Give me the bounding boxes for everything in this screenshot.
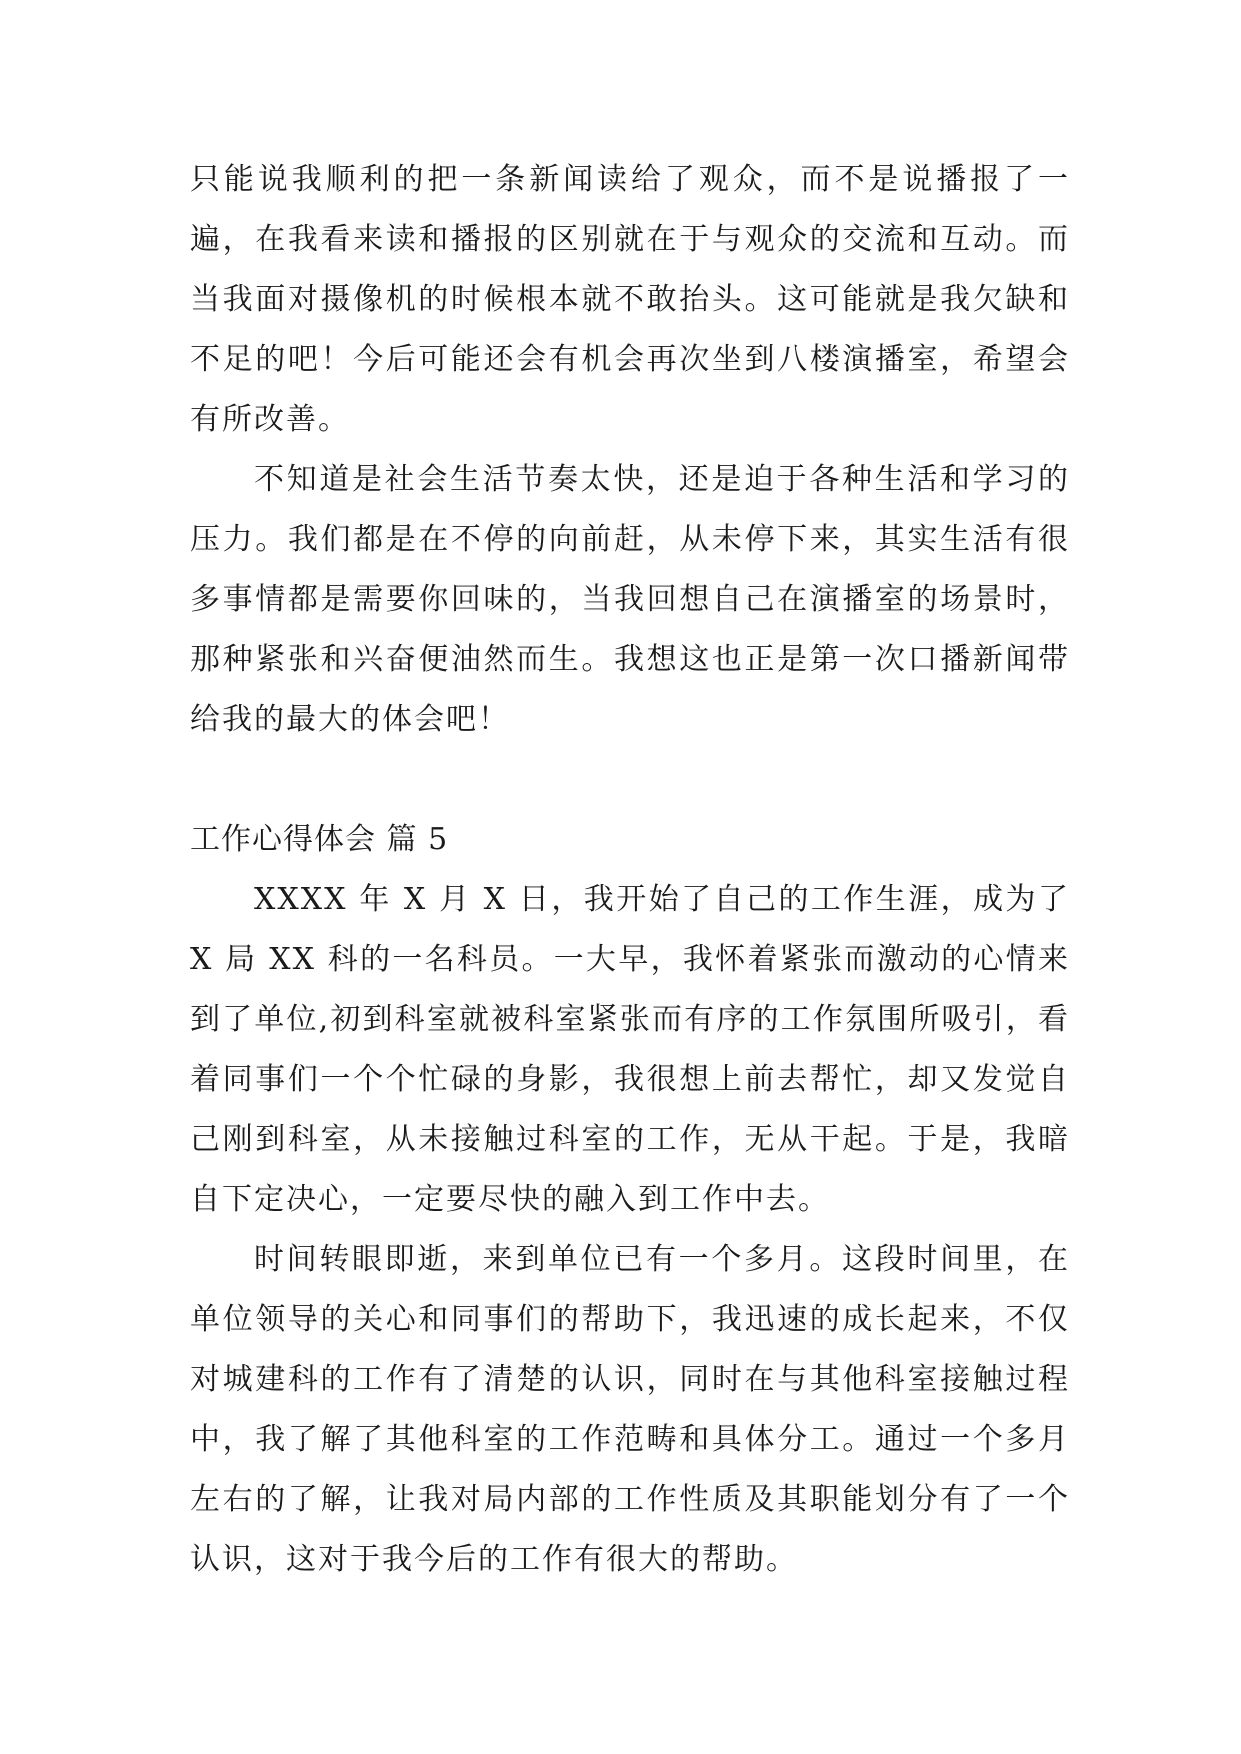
paragraph-continued: 只能说我顺利的把一条新闻读给了观众，而不是说播报了一遍，在我看来读和播报的区别就在于与观众的交流和互动。而当我面对摄像机的时候根本就不敢抬头。这可能就是我欠缺和不足的吧！今后可能还会有机会再次坐到八楼演播室，希望会有所改善。 [190, 162, 1070, 437]
paragraph-pressure-of-life: 不知道是社会生活节奏太快，还是迫于各种生活和学习的压力。我们都是在不停的向前赶，从未停下来，其实生活有很多事情都是需要你回味的，当我回想自己在演播室的场景时，那种紧张和兴奋便油然而生。我想这也正是第一次口播新闻带给我的最大的体会吧！ [190, 462, 1070, 737]
paragraph-one-month-later: 时间转眼即逝，来到单位已有一个多月。这段时间里，在单位领导的关心和同事们的帮助下，我迅速的成长起来，不仅对城建科的工作有了清楚的认识，同时在与其他科室接触过程中，我了解了其他科室的工作范畴和具体分工。通过一个多月左右的了解，让我对局内部的工作性质及其职能划分有了一个认识，这对于我今后的工作有很大的帮助。 [190, 1242, 1070, 1577]
paragraph-career-start: XXXX 年 X 月 X 日，我开始了自己的工作生涯，成为了 X 局 XX 科的一名科员。一大早，我怀着紧张而激动的心情来到了单位,初到科室就被科室紧张而有序的工作氛围所吸引，看着同事们一个个忙碌的身影，我很想上前去帮忙，却又发觉自己刚到科室，从未接触过科室的工作，无从干起。于是，我暗自下定决心，一定要尽快的融入到工作中去。 [190, 882, 1070, 1217]
document-body [190, 150, 1070, 1590]
section-heading: 工作心得体会 篇 5 [190, 822, 449, 857]
